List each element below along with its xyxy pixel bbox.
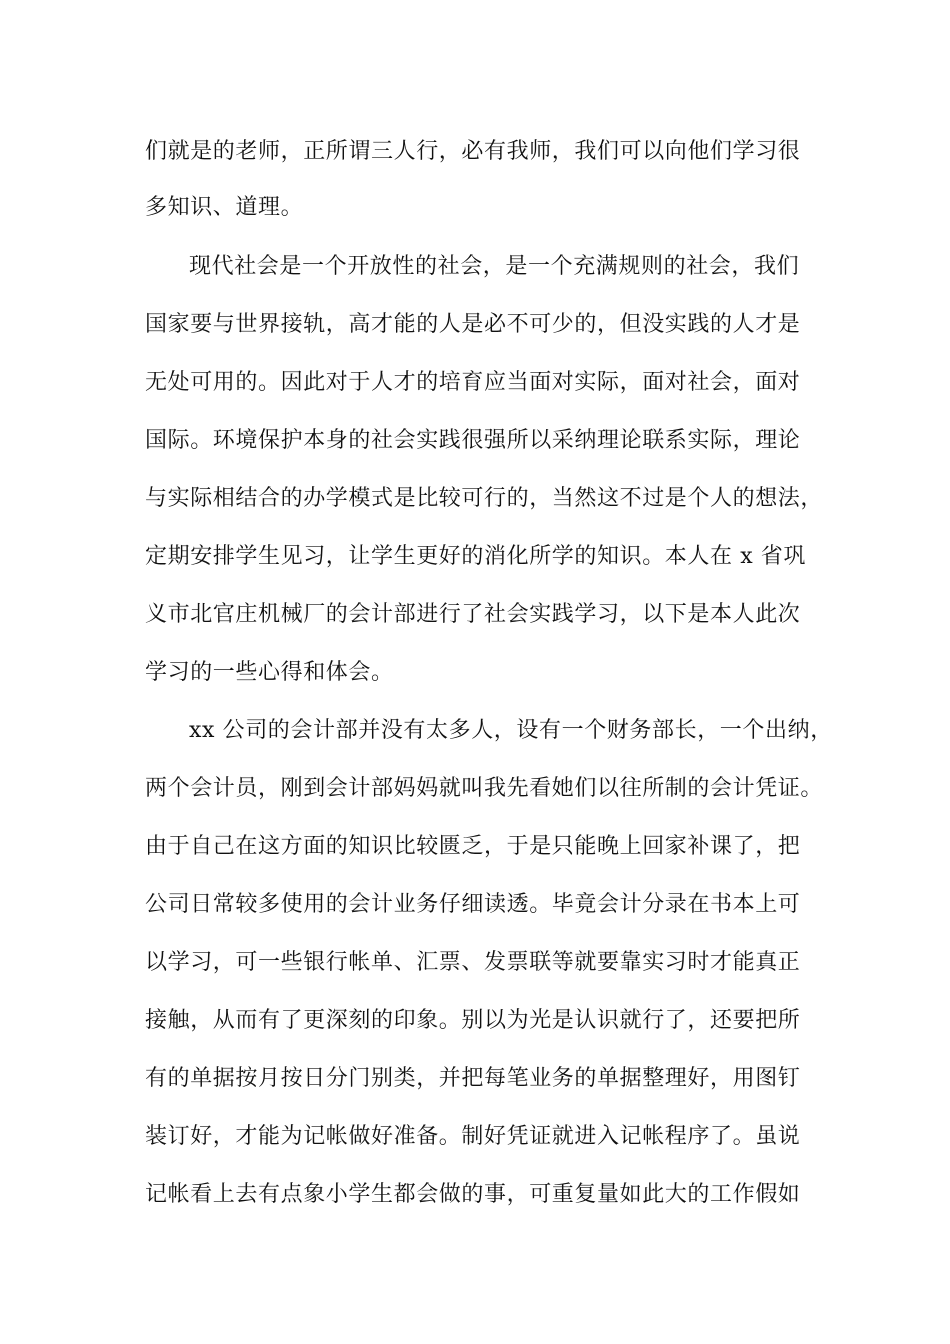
text-line: 记帐看上去有点象小学生都会做的事，可重复量如此大的工作假如	[145, 1182, 801, 1207]
paragraph-first-line: xx 公司的会计部并没有太多人，设有一个财务部长，一个出纳，	[189, 718, 833, 743]
text-line: 接触，从而有了更深刻的印象。别以为光是认识就行了，还要把所	[145, 1008, 801, 1033]
text-line: 以学习，可一些银行帐单、汇票、发票联等就要靠实习时才能真正	[145, 950, 801, 975]
paragraph-first-line: 现代社会是一个开放性的社会，是一个充满规则的社会，我们	[189, 254, 800, 279]
text-line: 义市北官庄机械厂的会计部进行了社会实践学习，以下是本人此次	[145, 602, 801, 627]
text-line: 们就是的老师，正所谓三人行，必有我师，我们可以向他们学习很	[145, 139, 801, 164]
text-line: 定期安排学生见习，让学生更好的消化所学的知识。本人在 x 省巩	[145, 544, 806, 569]
text-line: 与实际相结合的办学模式是比较可行的，当然这不过是个人的想法，	[145, 486, 824, 511]
text-line: 由于自己在这方面的知识比较匮乏，于是只能晚上回家补课了，把	[145, 834, 801, 859]
text-line: 公司日常较多使用的会计业务仔细读透。毕竟会计分录在书本上可	[145, 892, 801, 917]
text-line: 无处可用的。因此对于人才的培育应当面对实际，面对社会，面对	[145, 370, 801, 395]
text-line: 国家要与世界接轨，高才能的人是必不可少的，但没实践的人才是	[145, 312, 801, 337]
text-line: 两个会计员，刚到会计部妈妈就叫我先看她们以往所制的会计凭证。	[145, 776, 824, 801]
text-line: 学习的一些心得和体会。	[145, 660, 394, 685]
text-line: 装订好，才能为记帐做好准备。制好凭证就进入记帐程序了。虽说	[145, 1124, 801, 1149]
text-line: 多知识、道理。	[145, 195, 304, 220]
text-line: 有的单据按月按日分门别类，并把每笔业务的单据整理好，用图钉	[145, 1066, 801, 1091]
text-line: 国际。环境保护本身的社会实践很强所以采纳理论联系实际，理论	[145, 428, 801, 453]
